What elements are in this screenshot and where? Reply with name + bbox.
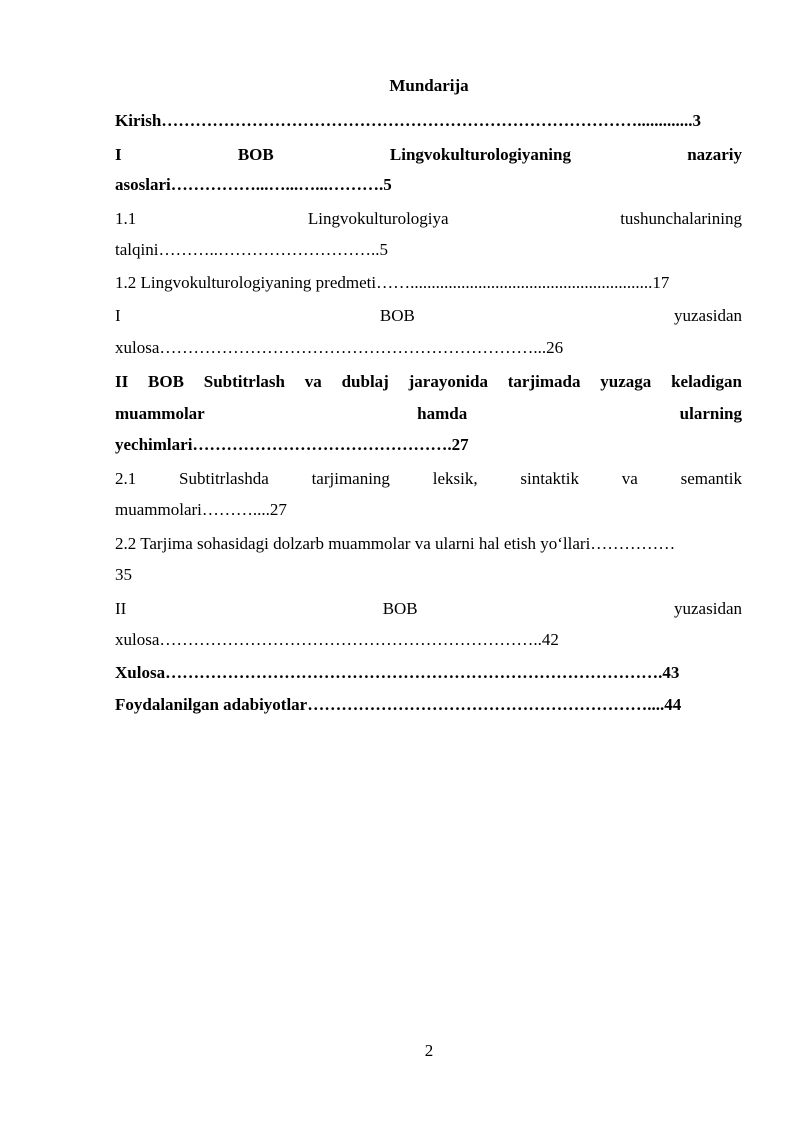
toc-word: BOB	[237, 145, 274, 164]
toc-word: yuzasidan	[674, 306, 742, 325]
toc-word: II	[115, 599, 127, 618]
toc-word: tushunchalarining	[620, 209, 742, 228]
toc-word: ularning	[679, 404, 742, 423]
page-title: Mundarija	[389, 76, 469, 95]
toc-word: semantik	[680, 469, 742, 488]
toc-word: BOB	[382, 599, 418, 618]
toc-word: II	[115, 372, 129, 391]
toc-entry-chapter-1-line-1[interactable]	[115, 144, 742, 166]
toc-entry-2-2-line-2[interactable]: 35	[115, 565, 132, 584]
toc-word: hamda	[417, 404, 468, 423]
toc-word: keladigan	[671, 372, 742, 391]
toc-word: Lingvokulturologiyaning	[389, 145, 571, 164]
toc-word: BOB	[379, 306, 415, 325]
toc-word: va	[304, 372, 322, 391]
toc-entry-chapter-2-conclusion-line-1[interactable]	[115, 598, 742, 620]
toc-entry-2-2-line-1[interactable]: 2.2 Tarjima sohasidagi dolzarb muammolar va ularni hal etish yo‘llari……………	[115, 534, 676, 553]
toc-entry-1-2[interactable]: 1.2 Lingvokulturologiyaning predmeti…….........................................................17	[115, 273, 670, 292]
toc-word: tarjimaning	[311, 469, 390, 488]
page-number: 2	[424, 1041, 434, 1060]
toc-word: dublaj	[341, 372, 389, 391]
toc-word: Subtitrlash	[203, 372, 285, 391]
toc-word: BOB	[148, 372, 184, 391]
toc-word: yuzasidan	[674, 599, 742, 618]
toc-entry-1-1-line-2[interactable]: talqini………..………………………..5	[115, 240, 388, 259]
toc-entry-chapter-1-conclusion-line-2[interactable]: xulosa…………………………………………………………...26	[115, 338, 564, 357]
toc-word: muammolar	[115, 404, 205, 423]
toc-entry-xulosa[interactable]: Xulosa…………………………………………………………………………….43	[115, 663, 680, 682]
toc-entry-chapter-2-conclusion-line-2[interactable]: xulosa…………………………………………………………..42	[115, 630, 559, 649]
toc-entry-2-1-line-2[interactable]: muammolari………....27	[115, 500, 287, 519]
toc-word: leksik,	[432, 469, 478, 488]
toc-entry-1-1-line-1[interactable]	[115, 208, 742, 230]
toc-word: I	[115, 306, 121, 325]
toc-entry-chapter-1-conclusion-line-1[interactable]	[115, 305, 742, 327]
toc-word: yuzaga	[600, 372, 652, 391]
toc-word: jarayonida	[408, 372, 488, 391]
toc-entry-chapter-1-line-2[interactable]: asoslari……………...…...…...……….5	[115, 175, 392, 194]
toc-word: Lingvokulturologiya	[307, 209, 449, 228]
toc-word: nazariy	[687, 145, 742, 164]
toc-word: sintaktik	[520, 469, 579, 488]
toc-entry-2-1-line-1[interactable]	[115, 468, 742, 490]
toc-word: 1.1	[115, 209, 137, 228]
toc-entry-chapter-2-line-2[interactable]	[115, 403, 742, 425]
toc-word: va	[621, 469, 638, 488]
toc-word: 2.1	[115, 469, 137, 488]
toc-entry-chapter-2-line-3[interactable]: yechimlari……………………………………….27	[115, 435, 469, 454]
toc-entry-kirish[interactable]: Kirish………………………………………………………………………….............3	[115, 111, 702, 130]
toc-entry-chapter-2-line-1[interactable]	[115, 371, 742, 393]
toc-word: tarjimada	[507, 372, 581, 391]
toc-entry-bibliography[interactable]: Foydalanilgan adabiyotlar……………………………………………………....44	[115, 695, 682, 714]
toc-word: Subtitrlashda	[179, 469, 269, 488]
toc-word: I	[115, 145, 122, 164]
